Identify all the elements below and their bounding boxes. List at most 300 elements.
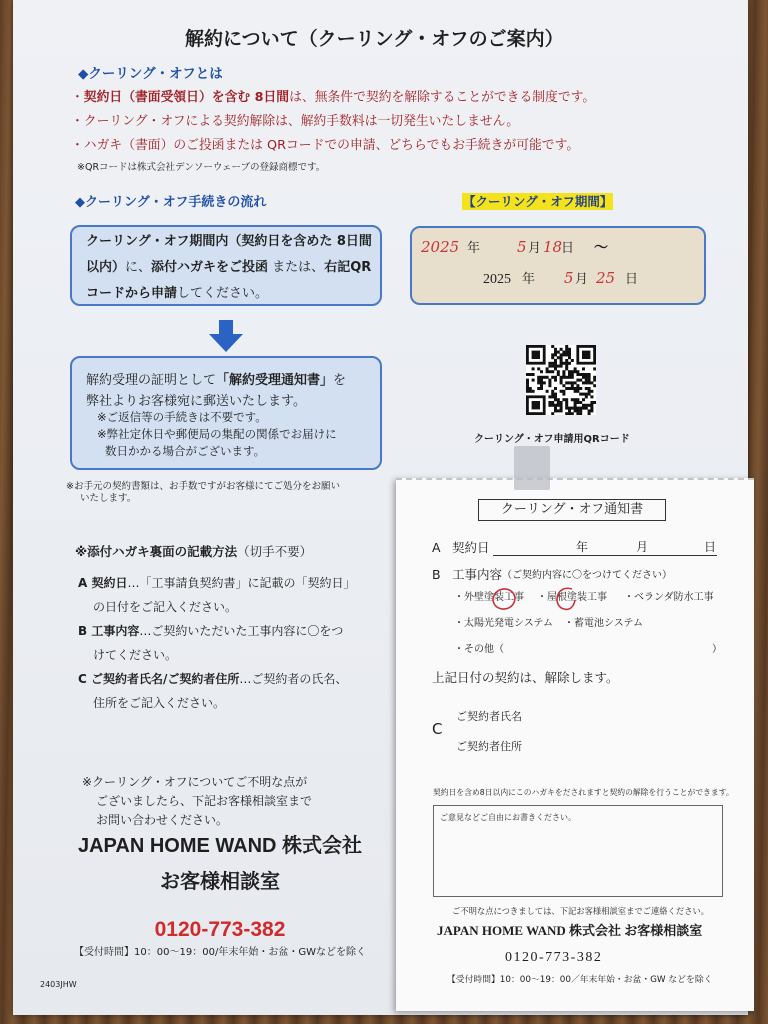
qr-module (588, 387, 591, 390)
qr-module (548, 381, 551, 384)
instruction-item (78, 577, 355, 589)
qr-module (582, 407, 585, 410)
qr-module (526, 373, 529, 376)
qr-module (565, 387, 568, 390)
qr-module (579, 379, 582, 382)
qr-module (557, 373, 560, 376)
qr-module (551, 395, 554, 398)
qr-module (588, 381, 591, 384)
qr-module (532, 373, 535, 376)
qr-caption: クーリング・オフ申請用QRコード (474, 434, 630, 445)
qr-module (562, 376, 565, 379)
work-option: ・蓄電池システム (564, 618, 643, 629)
qr-module (554, 353, 557, 356)
qr-module (562, 362, 565, 365)
qr-module (532, 401, 540, 409)
qr-module (551, 401, 554, 404)
qr-module (529, 373, 532, 376)
qr-module (568, 373, 571, 376)
qr-module (576, 401, 579, 404)
qr-module (546, 376, 549, 379)
qr-module (551, 345, 554, 348)
qr-module (537, 367, 540, 370)
qr-module (588, 412, 591, 415)
qr-module (529, 390, 532, 393)
qr-module (557, 370, 560, 373)
qr-module (554, 409, 557, 412)
qr-module (540, 379, 543, 382)
instruction-text: …ご契約いただいた工事内容に〇をつ (139, 624, 344, 638)
qr-module (565, 353, 568, 356)
qr-module (551, 362, 554, 365)
qr-module (571, 370, 574, 373)
qr-module (585, 376, 588, 379)
qr-module (562, 351, 565, 354)
qr-module (582, 404, 585, 407)
qr-module (560, 379, 563, 382)
qr-module (551, 412, 554, 415)
work-option: ・ベランダ防水工事 (624, 592, 714, 603)
qr-module (593, 384, 596, 387)
period-end-year: 2025 (483, 272, 511, 287)
qr-module (585, 379, 588, 382)
qr-module (565, 398, 568, 401)
qr-module (579, 401, 582, 404)
qr-module (585, 373, 588, 376)
qr-module (557, 401, 560, 404)
qr-module (560, 390, 563, 393)
qr-module (579, 387, 582, 390)
qr-module (560, 409, 563, 412)
postcard-work-hint: （ご契約内容に〇をつけてください） (502, 570, 672, 581)
qr-module (546, 370, 549, 373)
qr-module (576, 379, 579, 382)
qr-module (526, 387, 529, 390)
postcard-contract-date-label: 契約日 (452, 540, 490, 555)
about-bullet-2: ・クーリング・オフによる契約解除は、解約手数料は一切発生いたしません。 (71, 114, 520, 129)
postcard-year-unit: 年 (576, 540, 589, 554)
qr-module (565, 381, 568, 384)
qr-module (590, 390, 593, 393)
qr-module (582, 398, 585, 401)
about-bullet-1 (71, 92, 595, 105)
qr-module (557, 356, 560, 359)
qr-module (582, 367, 585, 370)
period-end-day: 25 (596, 269, 616, 287)
qr-module (590, 401, 593, 404)
qr-code (526, 345, 596, 415)
flow-step-2-line (86, 374, 346, 387)
cancel-statement: 上記日付の契約は、解除します。 (432, 670, 619, 685)
bullet-prefix: ・ (71, 90, 84, 105)
qr-module (585, 404, 588, 407)
qr-module (551, 376, 554, 379)
postcard-notice: 契約日を含め8日以内にこのハガキをだされますと契約の解除を行うことができます。 (433, 788, 734, 797)
qr-module (571, 407, 574, 410)
qr-module (554, 362, 557, 365)
step-text: または、 (268, 260, 325, 275)
flow-step-2-note: ※弊社定休日や郵便局の集配の関係でお届けに (97, 427, 337, 441)
qr-module (540, 370, 543, 373)
qr-module (582, 393, 585, 396)
qr-module (571, 381, 574, 384)
qr-module (590, 381, 593, 384)
qr-module (565, 348, 568, 351)
qr-module (560, 404, 563, 407)
postcard-c-label: C (432, 720, 443, 738)
qr-module (551, 404, 554, 407)
period-unit-day: 日 (561, 241, 575, 256)
qr-module (562, 370, 565, 373)
qr-module (574, 390, 577, 393)
qr-module (565, 404, 568, 407)
instructions-title: ※添付ハガキ裏面の記載方法 (75, 544, 238, 559)
qr-module (560, 381, 563, 384)
qr-module (579, 412, 582, 415)
qr-module (526, 381, 529, 384)
qr-module (560, 353, 563, 356)
instruction-item (78, 673, 347, 685)
qr-module (554, 365, 557, 368)
qr-module (568, 407, 571, 410)
step-text: してください。 (177, 286, 269, 301)
qr-module (571, 376, 574, 379)
down-arrow-icon (209, 320, 243, 352)
qr-module (565, 412, 568, 415)
qr-module (576, 407, 579, 410)
qr-module (548, 379, 551, 382)
qr-module (579, 373, 582, 376)
qr-module (576, 373, 579, 376)
qr-module (540, 387, 543, 390)
qr-module (532, 351, 540, 359)
qr-module (532, 379, 535, 382)
trademark-note: ※QRコードは株式会社デンソーウェーブの登録商標です。 (77, 162, 326, 173)
qr-module (540, 381, 543, 384)
qr-module (562, 398, 565, 401)
qr-module (588, 393, 591, 396)
postcard-phone: 0120-773-382 (505, 950, 603, 965)
qr-module (571, 359, 574, 362)
qr-module (576, 384, 579, 387)
qr-module (590, 395, 593, 398)
qr-module (560, 401, 563, 404)
company-department: お客様相談室 (160, 869, 280, 893)
qr-module (554, 348, 557, 351)
qr-module (574, 398, 577, 401)
period-heading (462, 196, 613, 209)
qr-module (562, 384, 565, 387)
qr-module (548, 362, 551, 365)
qr-module (565, 362, 568, 365)
qr-module (557, 351, 560, 354)
adhesive-tape (514, 446, 550, 490)
qr-module (543, 381, 546, 384)
instructions-heading (75, 546, 312, 559)
flow-heading: ◆クーリング・オフ手続きの流れ (75, 195, 267, 210)
qr-module (579, 409, 582, 412)
qr-module (576, 398, 579, 401)
qr-module (554, 407, 557, 410)
bullet-emphasis: 契約日（書面受領日）を含む 8日間 (83, 90, 290, 105)
qr-module (560, 365, 563, 368)
qr-module (574, 401, 577, 404)
instructions-note: （切手不要） (237, 544, 313, 559)
document-title: 解約について（クーリング・オフのご案内） (185, 28, 564, 50)
qr-module (565, 367, 568, 370)
qr-module (548, 370, 551, 373)
qr-module (551, 356, 554, 359)
qr-module (529, 387, 532, 390)
contract-date-underline (493, 555, 717, 556)
qr-module (551, 393, 554, 396)
qr-module (585, 393, 588, 396)
postcard-title: クーリング・オフ通知書 (478, 499, 666, 521)
qr-module (537, 379, 540, 382)
qr-module (546, 367, 549, 370)
qr-module (588, 390, 591, 393)
qr-module (568, 348, 571, 351)
qr-module (571, 412, 574, 415)
qr-module (551, 365, 554, 368)
qr-module (568, 409, 571, 412)
postcard-day-unit: 日 (704, 540, 717, 554)
qr-module (568, 376, 571, 379)
qr-module (551, 353, 554, 356)
instruction-continuation: 住所をご記入ください。 (93, 696, 226, 710)
qr-module (557, 398, 560, 401)
qr-module (554, 359, 557, 362)
qr-module (554, 398, 557, 401)
instruction-text: …「工事請負契約書」に記載の「契約日」 (127, 576, 356, 590)
postcard-month-unit: 月 (636, 540, 649, 554)
qr-module (593, 379, 596, 382)
qr-module (585, 387, 588, 390)
disposal-note: ※お手元の契約書類は、お手数ですがお客様にてご処分をお願い (66, 481, 340, 492)
flow-step-2-note: ※ご返信等の手続きは不要です。 (97, 410, 267, 424)
qr-module (593, 367, 596, 370)
qr-module (554, 379, 557, 382)
qr-module (548, 384, 551, 387)
qr-module (540, 384, 543, 387)
qr-module (532, 367, 535, 370)
postcard-b-label: B (432, 567, 441, 582)
qr-module (565, 376, 568, 379)
qr-module (543, 376, 546, 379)
qr-module (576, 412, 579, 415)
qr-module (548, 365, 551, 368)
qr-module (526, 379, 529, 382)
qr-module (590, 407, 593, 410)
step-text-bold: 「解約受理通知書」 (216, 373, 334, 388)
work-option: ・屋根塗装工事 (537, 592, 607, 603)
qr-module (582, 376, 585, 379)
qr-module (560, 348, 563, 351)
qr-module (526, 384, 529, 387)
work-option: ・その他（ (454, 644, 504, 655)
qr-module (560, 376, 563, 379)
inquiry-line: お問い合わせください。 (96, 813, 229, 827)
instruction-continuation: けてください。 (93, 648, 178, 662)
postcard-a-label: A (432, 540, 441, 555)
period-unit-year: 年 (522, 272, 536, 287)
step-text: 解約受理の証明として (86, 373, 217, 388)
qr-module (590, 409, 593, 412)
qr-module (590, 404, 593, 407)
qr-module (579, 393, 582, 396)
period-start-month: 5 (517, 238, 527, 256)
qr-module (557, 409, 560, 412)
qr-module (565, 407, 568, 410)
qr-module (588, 376, 591, 379)
qr-module (574, 381, 577, 384)
instruction-label: C ご契約者氏名/ご契約者住所 (78, 672, 240, 686)
qr-module (551, 370, 554, 373)
qr-module (568, 353, 571, 356)
qr-module (593, 376, 596, 379)
work-option: ・外壁塗装工事 (454, 592, 524, 603)
qr-module (588, 409, 591, 412)
qr-module (571, 373, 574, 376)
company-phone: 0120-773-382 (154, 918, 286, 941)
period-start-year: 2025 (421, 238, 460, 256)
qr-module (565, 351, 568, 354)
qr-module (554, 367, 557, 370)
step-text-bold: 以内） (86, 260, 126, 275)
step-text-bold: 右記QR (324, 260, 372, 275)
qr-module (568, 351, 571, 354)
qr-module (565, 359, 568, 362)
qr-module (574, 387, 577, 390)
qr-module (579, 407, 582, 410)
qr-module (568, 370, 571, 373)
qr-module (562, 373, 565, 376)
qr-module (574, 370, 577, 373)
qr-module (593, 401, 596, 404)
document-code: 2403JHW (40, 980, 77, 989)
step-text: に、 (125, 260, 152, 275)
qr-module (554, 393, 557, 396)
period-unit-day: 日 (625, 272, 639, 287)
instruction-text: …ご契約者の氏名、 (239, 672, 348, 686)
flow-step-2-line: 弊社よりお客様宛に郵送いたします。 (86, 394, 306, 409)
qr-module (576, 409, 579, 412)
contractor-name-label: ご契約者氏名 (456, 710, 522, 723)
qr-module (568, 412, 571, 415)
qr-module (582, 373, 585, 376)
flow-step-1-line (86, 287, 268, 300)
comment-prompt: ご意見などご自由にお書きください。 (440, 813, 576, 822)
qr-module (571, 384, 574, 387)
qr-module (560, 359, 563, 362)
qr-module (571, 398, 574, 401)
qr-module (574, 404, 577, 407)
qr-module (526, 390, 529, 393)
contractor-address-label: ご契約者住所 (456, 740, 522, 753)
work-option-close: ） (712, 644, 722, 655)
qr-module (548, 395, 551, 398)
postcard-work-label: 工事内容 (452, 567, 503, 582)
qr-module (560, 362, 563, 365)
instruction-item (78, 625, 343, 637)
qr-module (548, 404, 551, 407)
step-text-bold: 添付ハガキをご投函 (151, 260, 269, 275)
about-heading: ◆クーリング・オフとは (78, 66, 223, 82)
qr-module (568, 387, 571, 390)
qr-module (588, 379, 591, 382)
period-heading-text: 【クーリング・オフ期間】 (463, 194, 613, 209)
disposal-note: いたします。 (80, 493, 137, 504)
instruction-continuation: の日付をご記入ください。 (93, 600, 238, 614)
qr-module (537, 376, 540, 379)
qr-module (588, 404, 591, 407)
qr-module (588, 373, 591, 376)
qr-module (548, 401, 551, 404)
step-text: を (333, 373, 347, 388)
period-unit-month: 月 (575, 272, 589, 287)
qr-module (554, 351, 557, 354)
qr-module (568, 362, 571, 365)
qr-module (537, 387, 540, 390)
qr-module (551, 390, 554, 393)
qr-module (565, 365, 568, 368)
bullet-rest: は、無条件で契約を解除することができる制度です。 (289, 90, 596, 105)
period-end-month: 5 (564, 269, 574, 287)
flow-step-1-line: クーリング・オフ期間内（契約日を含めた 8日間 (86, 234, 372, 249)
qr-module (557, 365, 560, 368)
qr-module (537, 381, 540, 384)
qr-module (585, 395, 588, 398)
work-option: ・太陽光発電システム (454, 618, 553, 629)
qr-module (585, 407, 588, 410)
qr-module (585, 381, 588, 384)
qr-module (560, 407, 563, 410)
qr-module (568, 356, 571, 359)
qr-module (571, 387, 574, 390)
qr-module (560, 356, 563, 359)
about-bullet-3: ・ハガキ（書面）のご投函または QRコードでの申請、どちらでもお手続きが可能です。 (71, 138, 580, 153)
qr-module (554, 395, 557, 398)
postcard-company: JAPAN HOME WAND 株式会社 お客様相談室 (437, 923, 703, 938)
instruction-label: B 工事内容 (78, 624, 140, 638)
postcard-contact-note: ご不明な点につきましては、下記お客様相談室までご連絡ください。 (452, 906, 710, 916)
qr-module (562, 393, 565, 396)
qr-module (557, 404, 560, 407)
inquiry-line: ※クーリング・オフについてご不明な点が (82, 775, 308, 789)
qr-module (576, 390, 579, 393)
qr-module (568, 381, 571, 384)
qr-module (532, 390, 535, 393)
qr-module (562, 353, 565, 356)
qr-module (562, 390, 565, 393)
period-separator: ～ (594, 240, 608, 256)
qr-module (574, 409, 577, 412)
qr-module (554, 387, 557, 390)
qr-module (576, 370, 579, 373)
company-hours: 【受付時間】10：00～19：00/年末年始・お盆・GWなどを除く (74, 947, 366, 958)
qr-module (565, 345, 568, 348)
period-start-day: 18 (543, 238, 563, 256)
inquiry-line: ございましたら、下記お客様相談室まで (96, 794, 313, 808)
qr-module (574, 407, 577, 410)
qr-module (546, 390, 549, 393)
flow-step-2-note: 数日かかる場合がございます。 (105, 444, 266, 458)
postcard-hours: 【受付時間】10：00～19：00／年末年始・お盆・GW などを除く (447, 975, 713, 985)
qr-module (582, 381, 585, 384)
step-text-bold: コードから申請 (86, 286, 178, 301)
qr-module (554, 404, 557, 407)
qr-module (540, 376, 543, 379)
